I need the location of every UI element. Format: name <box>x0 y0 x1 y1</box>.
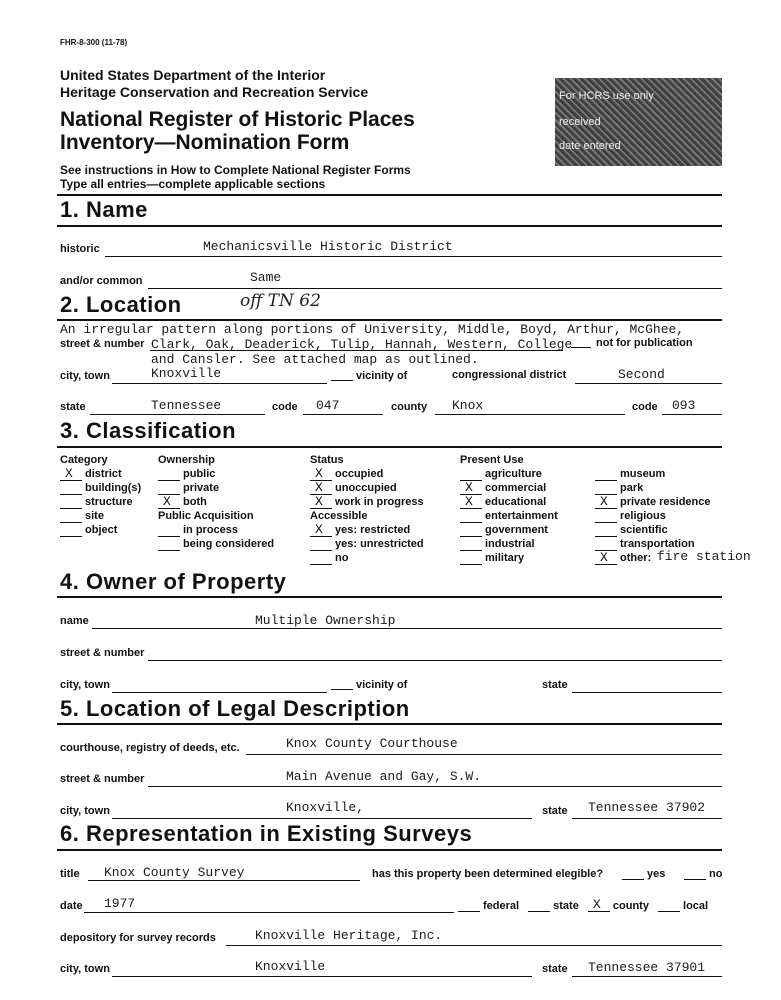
depository-state-label: state <box>542 963 568 975</box>
section-5-heading: 5. Location of Legal Description <box>60 696 410 721</box>
checkbox-label: entertainment <box>485 510 558 522</box>
check-mark: X <box>600 494 608 509</box>
present-use-heading: Present Use <box>460 454 524 466</box>
check-blank[interactable] <box>595 494 617 509</box>
checkbox-label: object <box>85 524 118 536</box>
status-column <box>310 453 424 565</box>
state-code-value[interactable]: 047 <box>316 398 340 413</box>
instructions-line2: Type all entries—complete applicable sections <box>60 177 326 191</box>
stamp-line2: received <box>559 116 601 128</box>
checkbox-commercial[interactable] <box>460 481 558 495</box>
check-blank[interactable] <box>158 494 180 509</box>
checkbox-label: in process <box>183 524 239 536</box>
check-mark: X <box>600 550 608 565</box>
check-blank[interactable] <box>595 526 617 537</box>
checkbox-label: other: <box>620 552 652 564</box>
check-mark: X <box>315 522 323 537</box>
accessible-heading: Accessible <box>310 510 368 522</box>
present-use-column-1 <box>460 453 558 565</box>
checkbox-building-s[interactable] <box>60 481 141 495</box>
section-4-heading: 4. Owner of Property <box>60 569 287 594</box>
checkbox-label: museum <box>620 468 666 480</box>
checkbox-label: unoccupied <box>335 482 397 494</box>
check-blank[interactable] <box>460 494 482 509</box>
check-blank[interactable] <box>310 522 332 537</box>
checkbox-label: commercial <box>485 482 547 494</box>
legal-street-label: street & number <box>60 773 145 785</box>
check-blank[interactable] <box>460 540 482 551</box>
section-1-heading: 1. Name <box>60 197 148 222</box>
checkbox-label: occupied <box>335 468 384 480</box>
checkbox-entertainment[interactable] <box>460 509 558 523</box>
checkbox-label: military <box>485 552 525 564</box>
common-name-value[interactable]: Same <box>250 270 282 285</box>
checkbox-yes-restricted[interactable] <box>310 523 424 537</box>
stamp-line3: date entered <box>559 140 621 152</box>
courthouse-label: courthouse, registry of deeds, etc. <box>60 742 240 754</box>
checkbox-park[interactable] <box>595 481 711 495</box>
owner-state-label: state <box>542 679 568 691</box>
checkbox-being-considered[interactable] <box>158 537 274 551</box>
checkbox-label: park <box>620 482 644 494</box>
checkbox-industrial[interactable] <box>460 537 558 551</box>
depository-city-value[interactable]: Knoxville <box>255 959 326 974</box>
depository-value[interactable]: Knoxville Heritage, Inc. <box>255 928 443 943</box>
survey-title-label: title <box>60 868 80 880</box>
instructions-line1: See instructions in How to Complete National Register Forms <box>60 163 411 177</box>
owner-city-label: city, town <box>60 679 110 691</box>
survey-title-value[interactable]: Knox County Survey <box>104 865 245 880</box>
check-blank[interactable] <box>595 512 617 523</box>
form-title-line1: National Register of Historic Places <box>60 108 415 131</box>
check-blank[interactable] <box>60 466 82 481</box>
acquisition-heading: Public Acquisition <box>158 510 254 522</box>
street-line2[interactable]: Clark, Oak, Deaderick, Tulip, Hannah, Western, College <box>151 337 573 352</box>
check-blank[interactable] <box>595 550 617 565</box>
legal-state-label: state <box>542 805 568 817</box>
street-line3[interactable]: and Cansler. See attached map as outlined. <box>151 352 479 367</box>
checkbox-label: scientific <box>620 524 668 536</box>
eligible-question: has this property been determined elegible? <box>372 868 604 880</box>
check-mark: X <box>315 494 323 509</box>
category-column <box>60 453 141 537</box>
checkbox-label: transportation <box>620 538 695 550</box>
checkbox-religious[interactable] <box>595 509 711 523</box>
state-value[interactable]: Tennessee <box>151 398 222 413</box>
common-label: and/or common <box>60 275 143 287</box>
checkbox-both[interactable] <box>158 495 274 509</box>
checkbox-label: public <box>183 468 216 480</box>
checkbox-educational[interactable] <box>460 495 558 509</box>
depository-label: depository for survey records <box>60 932 216 944</box>
checkbox-private[interactable] <box>158 481 274 495</box>
ownership-heading: Ownership <box>158 454 215 466</box>
ownership-column <box>158 453 274 551</box>
office-use-stamp <box>555 78 722 166</box>
checkbox-label: yes: unrestricted <box>335 538 424 550</box>
checkbox-in-process[interactable] <box>158 523 274 537</box>
check-blank[interactable] <box>460 526 482 537</box>
check-mark: X <box>465 494 473 509</box>
check-blank[interactable] <box>310 494 332 509</box>
survey-date-value[interactable]: 1977 <box>104 896 136 911</box>
check-blank[interactable] <box>460 512 482 523</box>
checkbox-site[interactable] <box>60 509 141 523</box>
check-blank[interactable] <box>158 540 180 551</box>
service-name: Heritage Conservation and Recreation Service <box>60 84 369 100</box>
check-blank[interactable] <box>595 470 617 481</box>
congressional-value[interactable]: Second <box>618 367 665 382</box>
check-blank[interactable] <box>310 554 332 565</box>
checkbox-label: industrial <box>485 538 535 550</box>
check-blank[interactable] <box>158 470 180 481</box>
eligible-no: no <box>684 868 722 880</box>
stamp-line1: For HCRS use only <box>559 90 654 102</box>
historic-label: historic <box>60 243 100 255</box>
owner-vicinity-label: vicinity of <box>356 679 408 691</box>
eligible-yes: yes <box>622 868 665 880</box>
legal-city-value[interactable]: Knoxville, <box>286 800 365 815</box>
checkbox-label: private residence <box>620 496 711 508</box>
department-name: United States Department of the Interior <box>60 67 326 83</box>
owner-name-value[interactable]: Multiple Ownership <box>255 613 396 628</box>
checkbox-work-in-progress[interactable] <box>310 495 424 509</box>
checkbox-label: religious <box>620 510 666 522</box>
check-mark: X <box>465 480 473 495</box>
depository-state-value[interactable]: Tennessee 37901 <box>588 960 706 975</box>
survey-level: federal state X county local <box>458 900 708 912</box>
courthouse-value[interactable]: Knox County Courthouse <box>286 736 458 751</box>
category-heading: Category <box>60 454 108 466</box>
county-value[interactable]: Knox <box>452 398 484 413</box>
check-blank[interactable] <box>60 498 82 509</box>
check-blank[interactable] <box>310 540 332 551</box>
checkbox-label: district <box>85 468 122 480</box>
form-id: FHR-8-300 (11-78) <box>60 38 128 47</box>
check-blank[interactable] <box>460 554 482 565</box>
other-use-value[interactable]: fire station <box>657 549 751 564</box>
check-blank[interactable] <box>158 526 180 537</box>
checkbox-label: work in progress <box>335 496 424 508</box>
vicinity-label: vicinity of <box>356 370 408 382</box>
form-title-line2: Inventory—Nomination Form <box>60 131 350 154</box>
legal-state-value[interactable]: Tennessee 37902 <box>588 800 706 815</box>
checkbox-no[interactable] <box>310 551 424 565</box>
checkbox-label: structure <box>85 496 133 508</box>
section-2-heading: 2. Location <box>60 292 182 317</box>
checkbox-label: being considered <box>183 538 275 550</box>
checkbox-label: site <box>85 510 104 522</box>
checkbox-label: both <box>183 496 207 508</box>
street-line1[interactable]: An irregular pattern along portions of University, Middle, Boyd, Arthur, McGhee, <box>60 322 685 337</box>
handwritten-note: off TN 62 <box>240 291 321 311</box>
state-label: state <box>60 401 86 413</box>
checkbox-occupied[interactable] <box>310 467 424 481</box>
checkbox-government[interactable] <box>460 523 558 537</box>
checkbox-label: yes: restricted <box>335 524 411 536</box>
checkbox-label: private <box>183 482 220 494</box>
check-mark: X <box>163 494 171 509</box>
checkbox-district[interactable] <box>60 467 141 481</box>
street-label: street & number <box>60 338 145 350</box>
county-code-value[interactable]: 093 <box>672 398 696 413</box>
code-label: code <box>272 401 298 413</box>
checkbox-label: building(s) <box>85 482 142 494</box>
city-value[interactable]: Knoxville <box>151 366 222 381</box>
legal-city-label: city, town <box>60 805 110 817</box>
checkbox-scientific[interactable] <box>595 523 711 537</box>
checkbox-private-residence[interactable] <box>595 495 711 509</box>
county-code-label: code <box>632 401 658 413</box>
checkbox-military[interactable] <box>460 551 558 565</box>
checkbox-structure[interactable] <box>60 495 141 509</box>
checkbox-museum[interactable] <box>595 467 711 481</box>
checkbox-unoccupied[interactable] <box>310 481 424 495</box>
depository-city-label: city, town <box>60 963 110 975</box>
checkbox-public[interactable] <box>158 467 274 481</box>
county-label: county <box>391 401 428 413</box>
checkbox-label: agriculture <box>485 468 542 480</box>
check-blank[interactable] <box>60 484 82 495</box>
checkbox-label: no <box>335 552 349 564</box>
checkbox-agriculture[interactable] <box>460 467 558 481</box>
check-blank[interactable] <box>60 526 82 537</box>
checkbox-yes-unrestricted[interactable] <box>310 537 424 551</box>
legal-street-value[interactable]: Main Avenue and Gay, S.W. <box>286 769 482 784</box>
checkbox-label: government <box>485 524 548 536</box>
city-label: city, town <box>60 370 110 382</box>
checkbox-object[interactable] <box>60 523 141 537</box>
checkbox-label: educational <box>485 496 547 508</box>
check-blank[interactable] <box>60 512 82 523</box>
owner-street-label: street & number <box>60 647 145 659</box>
section-3-heading: 3. Classification <box>60 418 237 443</box>
check-mark: X <box>315 466 323 481</box>
owner-name-label: name <box>60 615 89 627</box>
section-6-heading: 6. Representation in Existing Surveys <box>60 821 473 846</box>
check-mark: X <box>65 466 73 481</box>
congressional-label: congressional district <box>452 369 567 381</box>
status-heading: Status <box>310 454 344 466</box>
historic-name-value[interactable]: Mechanicsville Historic District <box>203 239 453 254</box>
not-for-publication: not for publication <box>596 337 693 349</box>
survey-date-label: date <box>60 900 83 912</box>
check-mark: X <box>315 480 323 495</box>
